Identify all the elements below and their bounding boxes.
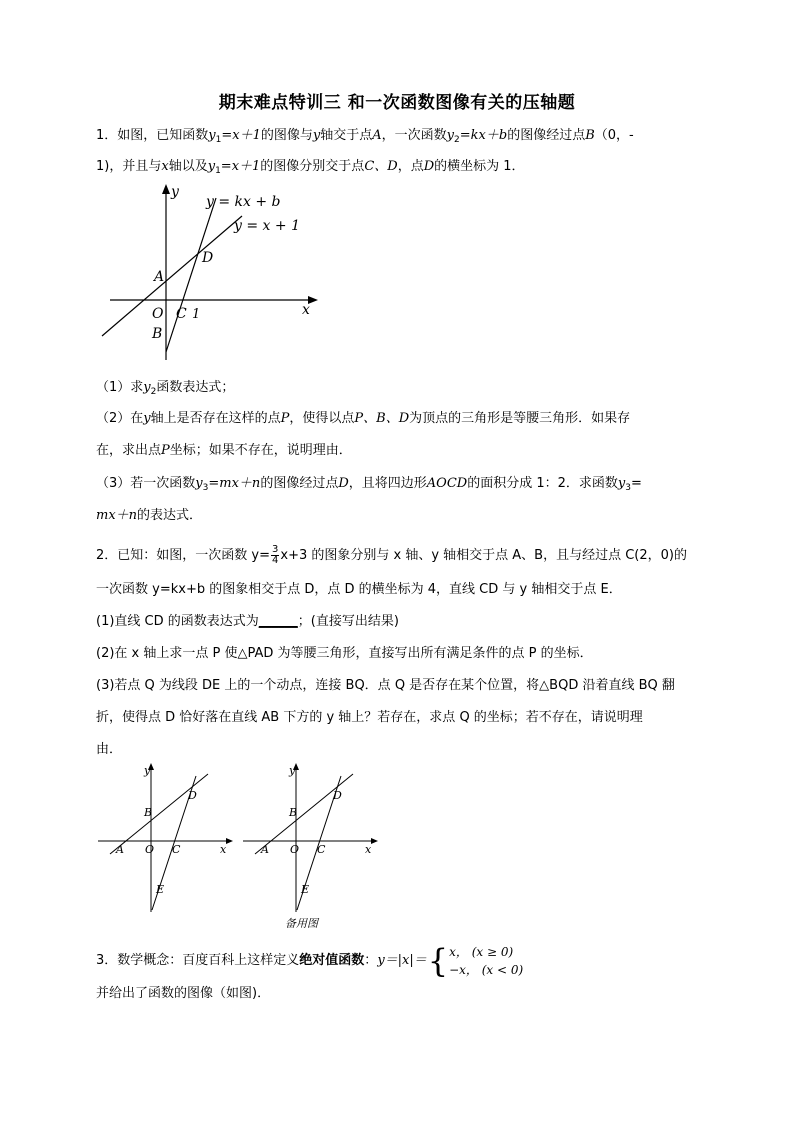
q2-figure-main	[96, 760, 236, 920]
q2-figure-backup	[241, 760, 381, 932]
q2b-label-B: B	[289, 806, 298, 819]
piecewise-cases: x， (x ≥ 0) −x， (x < 0)	[449, 945, 524, 977]
q2b-label-C: C	[317, 843, 326, 856]
q2-part3-line2: 折，使得点 D 恰好落在直线 AB 下方的 y 轴上？若存在，求点 Q 的坐标；若不存在，请说明理	[96, 710, 643, 725]
q2b-label-y: y	[289, 764, 296, 777]
q2-figure-caption: 备用图	[285, 917, 318, 930]
q1-y-arrow	[162, 184, 170, 194]
q1-part1: （1）求$y_2$函数表达式；	[96, 380, 235, 397]
q1-label-ykxb: y = kx + b	[206, 194, 281, 210]
q3-line-2: 并给出了函数的图像（如图)．	[96, 986, 271, 1001]
q2-label-C: C	[172, 843, 181, 856]
q2b-label-A: A	[261, 843, 269, 856]
q2-part2: (2)在 x 轴上求一点 P 使△PAD 为等腰三角形，直接写出所有满足条件的点 P 的坐标．	[96, 646, 593, 661]
q1-label-D: D	[202, 250, 214, 266]
q1-part3-line2: mx＋n的表达式．	[96, 508, 203, 523]
q2-label-A: A	[116, 843, 124, 856]
q2-line-1: 2．已知：如图，一次函数 y= $\frac{3}{4}$ x+3 的图象分别与 x 轴、y 轴相交于点 A、B，且与经过点 C(2，0)的	[96, 544, 687, 566]
q1-label-O: O	[152, 306, 164, 322]
q1-line-1: 1．如图，已知函数$y_1=x+1$的图像与y轴交于点A，一次函数$y_2=kx+b$的图像经过点B（0，-	[96, 128, 634, 145]
brace-symbol: {	[427, 942, 449, 980]
q2-line-2: 一次函数 y=kx+b 的图象相交于点 D，点 D 的横坐标为 4，直线 CD 与 y 轴相交于点 E．	[96, 582, 622, 597]
q1-label-A: A	[154, 269, 165, 285]
q2-label-O: O	[145, 843, 155, 856]
q2-label-B: B	[144, 806, 153, 819]
q2b-label-x: x	[365, 843, 372, 856]
q1-label-B: B	[152, 326, 163, 342]
q1-line-yx1	[102, 216, 242, 336]
q1-label-one: 1	[192, 307, 201, 322]
q3-line-1: 3．数学概念：百度百科上这样定义 绝对值函数 ： y＝|x|＝ { x， (x ≥ 0) −x， (x < 0)	[96, 942, 524, 980]
page-title: 期末难点特训三 和一次函数图像有关的压轴题	[218, 93, 576, 113]
q2b-label-D: D	[333, 789, 342, 802]
q1-figure	[96, 180, 326, 370]
q2-answer-blank: ______	[258, 614, 298, 629]
q2-label-E: E	[156, 883, 165, 896]
q1-part2-line2: 在，求出点P坐标；如果不存在，说明理由．	[96, 443, 352, 458]
q2-label-x: x	[220, 843, 227, 856]
q2b-label-O: O	[290, 843, 300, 856]
q1-label-C: C	[176, 306, 187, 322]
q1-line-2: 1)，并且与x轴以及$y_1=x+1$的图像分别交于点C、D，点D的横坐标为 1．	[96, 159, 525, 176]
q2b-label-E: E	[301, 883, 310, 896]
q2-line-ab	[110, 774, 208, 854]
q1-part3-line1: （3）若一次函数$y_3=mx+n$的图像经过点D，且将四边形AOCD的面积分成 1：2．求函数$y_3=$	[96, 476, 642, 493]
q1-label-yx1: y = x + 1	[234, 218, 300, 234]
q2-label-D: D	[188, 789, 197, 802]
q2-part3-line3: 由．	[96, 742, 123, 757]
q2-part1: (1)直线 CD 的函数表达式为______；(直接写出结果)	[96, 614, 399, 629]
q2-fraction: $\frac{3}{4}$	[272, 544, 279, 566]
q1-label-y: y	[171, 184, 179, 200]
q1-label-x: x	[302, 302, 310, 318]
q2-label-y: y	[144, 764, 151, 777]
q1-part2-line1: （2）在y轴上是否存在这样的点P，使得以点P、B、D为顶点的三角形是等腰三角形．如果存	[96, 411, 631, 426]
q2-part3-line1: (3)若点 Q 为线段 DE 上的一个动点，连接 BQ．点 Q 是否存在某个位置，将△BQD 沿着直线 BQ 翻	[96, 678, 675, 693]
